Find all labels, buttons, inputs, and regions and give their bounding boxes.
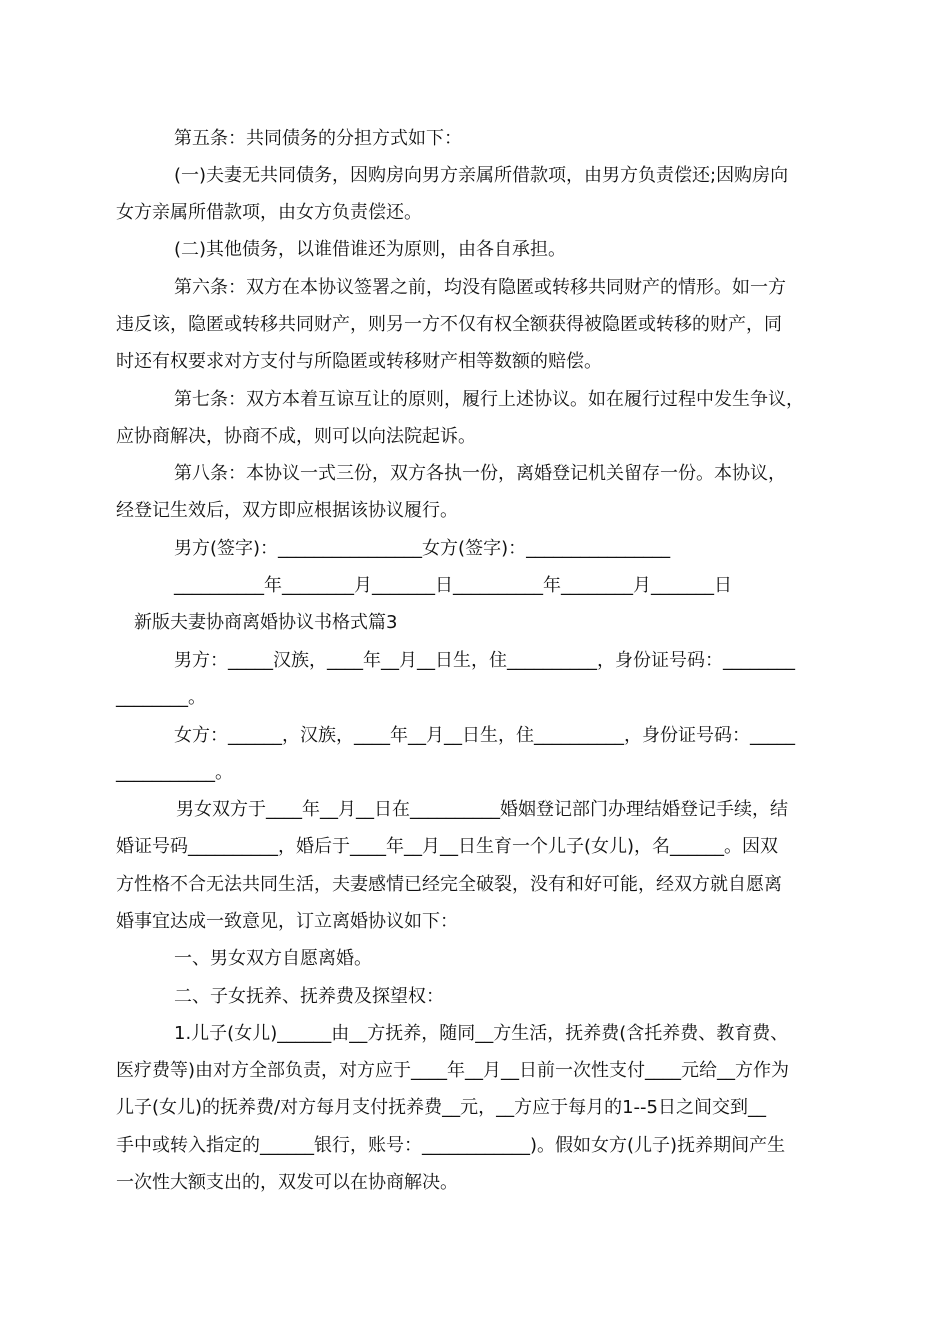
husband-info-line-2: ________。 xyxy=(116,687,206,708)
article-5-clause-1-line-2: 女方亲属所借款项，由女方负责偿还。 xyxy=(116,202,422,223)
article-8-line-1: 第八条：本协议一式三份，双方各执一份，离婚登记机关留存一份。本协议， xyxy=(174,463,786,484)
intro-line-3: 方性格不合无法共同生活，夫妻感情已经完全破裂，没有和好可能，经双方就自愿离 xyxy=(116,874,782,895)
article-6-line-3: 时还有权要求对方支付与所隐匿或转移财产相等数额的赔偿。 xyxy=(116,351,602,372)
custody-line-1: 1.儿子(女儿)______由__方抚养，随同__方生活，抚养费(含托养费、教育费、 xyxy=(174,1023,789,1044)
custody-line-3: 儿子(女儿)的抚养费/对方每月支付抚养费__元，__方应于每月的1--5日之间交到__ xyxy=(116,1097,767,1118)
husband-info-line-1: 男方：_____汉族，____年__月__日生，住__________，身份证号码：________ xyxy=(174,650,795,671)
article-6-line-2: 违反该，隐匿或转移共同财产，则另一方不仅有权全额获得被隐匿或转移的财产，同 xyxy=(116,314,782,335)
article-5-clause-1-line-1: (一)夫妻无共同债务，因购房向男方亲属所借款项，由男方负责偿还;因购房向 xyxy=(174,165,789,186)
section-title: 新版夫妻协商离婚协议书格式篇3 xyxy=(134,612,398,633)
date-line: __________年________月_______日__________年________月_______日 xyxy=(174,575,732,596)
custody-line-4: 手中或转入指定的______银行，账号：____________)。假如女方(儿子)抚养期间产生 xyxy=(116,1135,786,1156)
wife-info-line-2: ___________。 xyxy=(116,762,233,783)
article-7-line-2: 应协商解决，协商不成，则可以向法院起诉。 xyxy=(116,426,476,447)
intro-line-2: 婚证号码__________，婚后于____年__月__日生育一个儿子(女儿)，名______。因双 xyxy=(116,836,779,857)
article-7-line-1: 第七条：双方本着互谅互让的原则，履行上述协议。如在履行过程中发生争议， xyxy=(174,389,804,410)
item-2-heading: 二、子女抚养、抚养费及探望权： xyxy=(174,986,444,1007)
article-5-heading: 第五条：共同债务的分担方式如下： xyxy=(174,128,462,149)
intro-line-1: 男女双方于____年__月__日在__________婚姻登记部门办理结婚登记手续，结 xyxy=(176,799,788,820)
wife-info-line-1: 女方：______，汉族，____年__月__日生，住__________，身份证号码：_____ xyxy=(174,725,795,746)
item-1: 一、男女双方自愿离婚。 xyxy=(174,948,372,969)
custody-line-5: 一次性大额支出的，双发可以在协商解决。 xyxy=(116,1172,458,1193)
article-6-line-1: 第六条：双方在本协议签署之前，均没有隐匿或转移共同财产的情形。如一方 xyxy=(174,277,786,298)
article-5-clause-2: (二)其他债务，以谁借谁还为原则，由各自承担。 xyxy=(174,239,567,260)
intro-line-4: 婚事宜达成一致意见，订立离婚协议如下： xyxy=(116,911,458,932)
custody-line-2: 医疗费等)由对方全部负责，对方应于____年__月__日前一次性支付____元给__方作为 xyxy=(116,1060,790,1081)
article-8-line-2: 经登记生效后，双方即应根据该协议履行。 xyxy=(116,500,458,521)
signature-line: 男方(签字)：________________女方(签字)：________________ xyxy=(174,538,671,559)
